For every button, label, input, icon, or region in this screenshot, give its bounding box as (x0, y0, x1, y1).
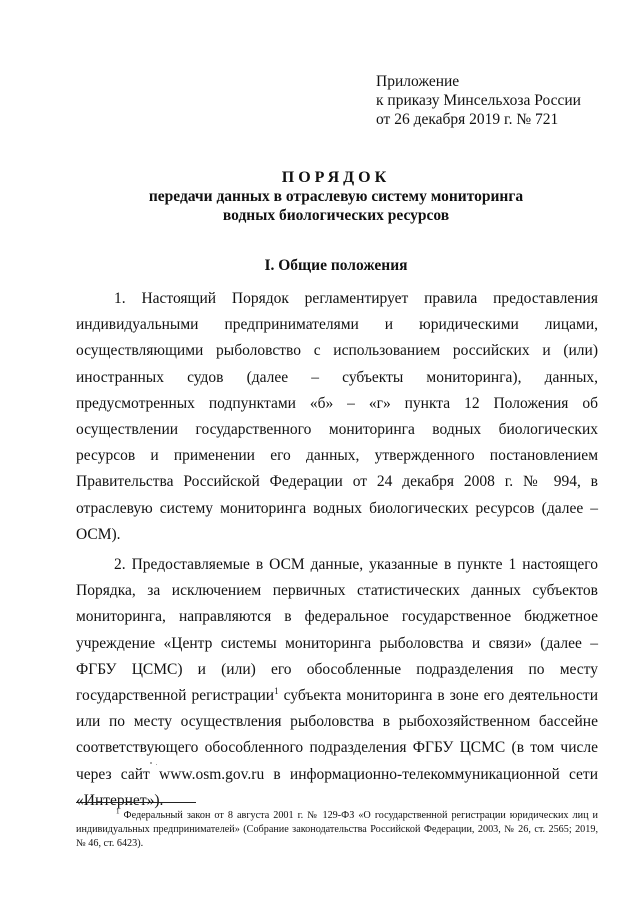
appendix-line-2: к приказу Минсельхоза России (376, 92, 581, 109)
paragraph-2 (76, 552, 598, 814)
section-heading: I. Общие положения (264, 257, 408, 274)
scan-speck (156, 764, 157, 765)
footnote (76, 809, 598, 851)
footnote-text: Федеральный закон от 8 августа 2001 г. № 129-ФЗ «О государственной регистрации юридических лиц и индивидуальных предпринимателей» (Собрание законодательства Российской Федерации, 2003, № 26, ст. 2565; 2019, № 46, ст. 6423). (76, 810, 598, 849)
appendix-line-3: от 26 декабря 2019 г. № 721 (376, 111, 559, 128)
appendix-header (376, 72, 581, 129)
paragraph-2-part-2: субъекта мониторинга в зоне его деятельности или по месту осуществления рыболовства в рыбохозяйственном бассейне соответствующего обособленного подразделения ФГБУ ЦСМС (в том числе через сайт www.osm.gov.ru в информационно-телекоммуникационной сети «Интернет»). (76, 687, 599, 809)
footnote-marker: 1 (116, 807, 120, 816)
document-title (76, 168, 596, 225)
footnote-separator (76, 802, 196, 803)
title-main: ПОРЯДОК (281, 169, 391, 186)
footnote-reference: 1 (274, 685, 279, 696)
scan-speck (150, 762, 152, 764)
paragraph-1: 1. Настоящий Порядок регламентирует правила предоставления индивидуальными предпринимателями и юридическими лицами, осуществляющими рыболовство с использованием российских и (или) иностранных судов (далее – субъекты мониторинга), данных, предусмотренных подпунктами «б» – «г» пункта 12 Положения об осуществлении государственного мониторинга водных биологических ресурсов и применении его данных, утвержденного постановлением Правительства Российской Федерации от 24 декабря 2008 г. № 994, в отраслевую систему мониторинга водных биологических ресурсов (далее – ОСМ). (76, 290, 598, 543)
paragraph-2-part-1: 2. Предоставляемые в ОСМ данные, указанные в пункте 1 настоящего Порядка, за исключением первичных статистических данных субъектов мониторинга, направляются в федеральное государственное бюджетное учреждение «Центр системы мониторинга рыболовства и связи» (далее – ФГБУ ЦСМС) и (или) его обособленные подразделения по месту государственной регистрации (76, 556, 598, 705)
title-subtitle-1: передачи данных в отраслевую систему мониторинга (148, 188, 524, 205)
title-subtitle-2: водных биологических ресурсов (222, 207, 450, 224)
appendix-line-1: Приложение (376, 73, 460, 90)
body-text (76, 286, 598, 814)
